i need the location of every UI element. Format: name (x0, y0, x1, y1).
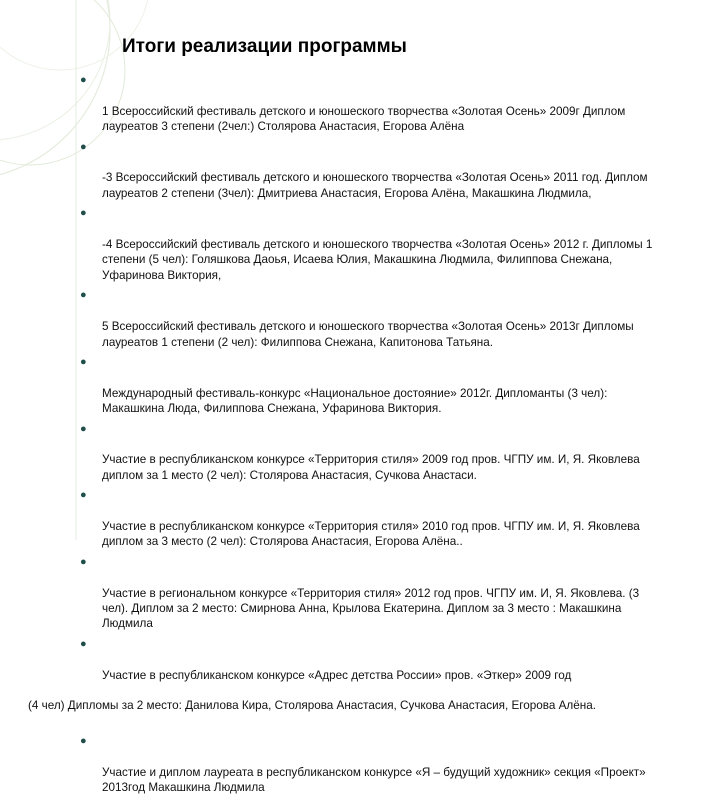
bullet-icon: ● (80, 74, 87, 86)
bullet-icon: ● (80, 637, 87, 650)
bullet-icon: ● (80, 555, 87, 568)
bullet-icon: ● (80, 355, 87, 368)
list-item-text: Участие в региональном конкурсе «Территория стиля» 2012 год пров. ЧГПУ им. И, Я. Яковлева. (3 чел). Диплом за 2 место: Смирнова Анна, Крылова Екатерина. Диплом за 3 место : Макашкина Людмила (102, 586, 640, 631)
bullet-icon: ● (80, 207, 87, 220)
list-item-text: Участие и диплом лауреата в республиканском конкурсе «Я – будущий художник» секция «Проект» 2013год Макашкина Людмила (102, 766, 646, 795)
list-item (78, 555, 714, 632)
list-item-wrapped (28, 637, 714, 729)
list-item (78, 206, 714, 283)
list-item-text: -3 Всероссийский фестиваль детского и юношеского творчества «Золотая Осень» 2011 год. Диплом лауреатов 2 степени (3чел): Дмитриева Анастасия, Егорова Алёна, Макашкина Людмила, (102, 171, 648, 200)
bullet-icon: ● (80, 140, 87, 153)
list-item (78, 488, 714, 550)
list-item (78, 73, 714, 135)
list-item-text: Участие в республиканском конкурсе «Адрес детства России» пров. «Эткер» 2009 год (102, 668, 572, 682)
list-item-text: Участие в республиканском конкурсе «Территория стиля» 2009 год пров. ЧГПУ им. И, Я. Яковлева диплом за 1 место (2 чел): Столярова Анастасия, Сучкова Анастаси. (102, 453, 640, 482)
list-item (78, 734, 714, 796)
page-title: Итоги реализации программы (122, 36, 407, 57)
list-item-text: -4 Всероссийский фестиваль детского и юношеского творчества «Золотая Осень» 2012 г. Дипломы 1 степени (5 чел): Голяшкова Даоья, Исаева Юлия, Макашкина Людмила, Филиппова Снежана, Уфаринова Виктория, (102, 238, 653, 282)
list-item (78, 422, 714, 484)
list-item (78, 288, 714, 350)
list-item-continuation: (4 чел) Дипломы за 2 место: Данилова Кира, Столярова Анастасия, Сучкова Анастасия, Егорова Алёна. (28, 699, 596, 713)
list-item (78, 140, 714, 202)
achievements-list (28, 73, 714, 801)
list-item-text: Международный фестиваль-конкурс «Национальное достояние» 2012г. Дипломанты (3 чел): Макашкина Люда, Филиппова Снежана, Уфаринова Виктория. (102, 386, 608, 416)
bullet-icon: ● (80, 489, 87, 502)
bullet-icon: ● (80, 735, 87, 748)
bullet-icon: ● (80, 422, 87, 435)
bullet-icon: ● (80, 289, 87, 302)
list-item-text: 5 Всероссийский фестиваль детского и юношеского творчества «Золотая Осень» 2013г Дипломы лауреатов 1 степени (2 чел): Филиппова Снежана, Капитонова Татьяна. (102, 320, 634, 349)
list-item-text: Участие в республиканском конкурсе «Территория стиля» 2010 год пров. ЧГПУ им. И, Я. Яковлева диплом за 3 место (2 чел): Столярова Анастасия, Егорова Алёна.. (102, 519, 640, 549)
list-item (78, 355, 714, 417)
list-item-text: 1 Всероссийский фестиваль детского и юношеского творчества «Золотая Осень» 2009г Диплом лауреатов 3 степени (2чел:) Столярова Анастасия, Егорова Алёна (102, 104, 626, 134)
